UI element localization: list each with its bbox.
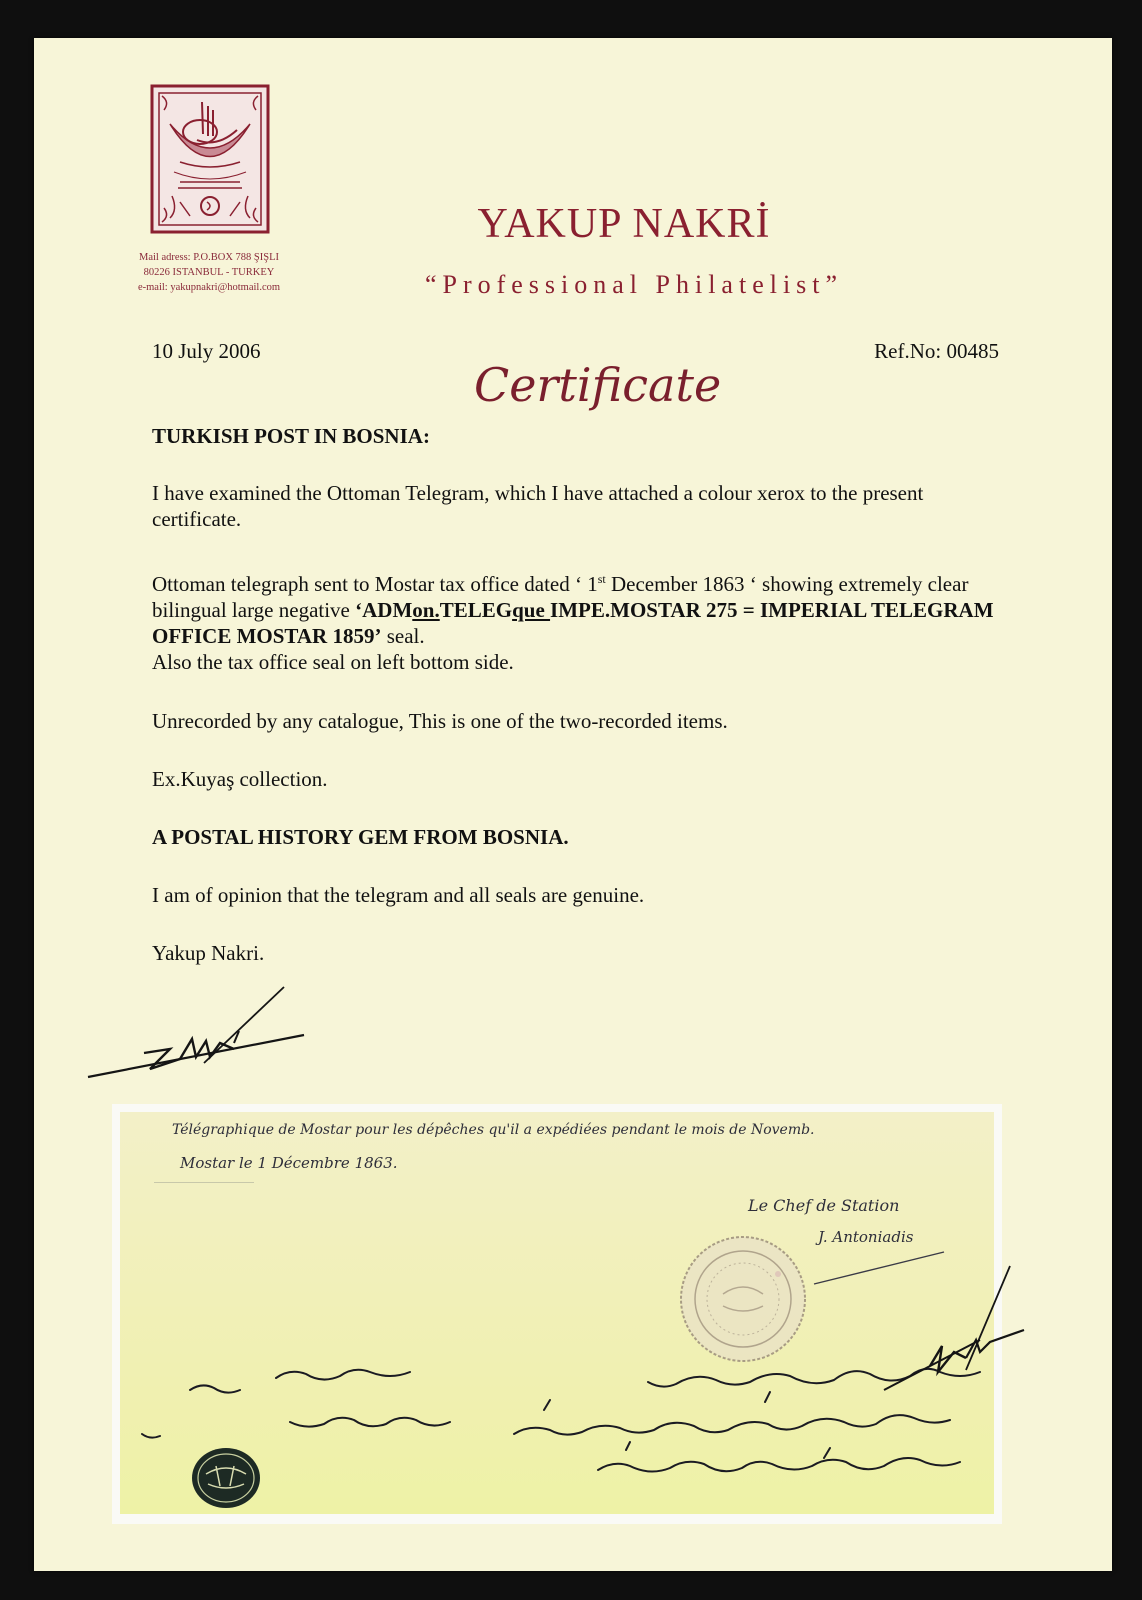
letterhead-name: YAKUP NAKRİ bbox=[477, 201, 771, 247]
desc-superscript: st bbox=[597, 572, 606, 586]
telegraph-office-seal bbox=[678, 1234, 808, 1364]
desc-text-c: seal. bbox=[381, 624, 425, 648]
signer-name: Yakup Nakri. bbox=[152, 941, 265, 965]
certificate-date: 10 July 2006 bbox=[152, 339, 261, 363]
desc-text-a: Ottoman telegraph sent to Mostar tax office dated ‘ 1 bbox=[152, 572, 598, 596]
paragraph-opinion: I am of opinion that the telegram and all seals are genuine. bbox=[152, 883, 645, 907]
paragraph-examination: I have examined the Ottoman Telegram, which I have attached a colour xerox to the present certificate. bbox=[152, 481, 924, 531]
subject-heading: TURKISH POST IN BOSNIA: bbox=[152, 424, 430, 448]
letterhead-tagline: “Professional Philatelist” bbox=[424, 270, 844, 299]
seal-text-1: ‘ADM bbox=[355, 598, 413, 622]
contact-line-3: e-mail: yakupnakri@hotmail.com bbox=[137, 282, 281, 293]
station-chief-signature: J. Antoniadis bbox=[818, 1228, 914, 1246]
tax-office-seal bbox=[186, 1444, 264, 1512]
seal-text-3: IMPE.MOSTAR 275 = IMPERIAL TELEGRAM OFFICE MOSTAR 1859’ bbox=[152, 598, 994, 648]
contact-line-1: Mail adress: P.O.BOX 788 ŞIŞLI bbox=[138, 252, 279, 263]
certificate-title: Certificate bbox=[474, 358, 722, 412]
seal-text-underlined-1: on. bbox=[412, 598, 440, 622]
telegram-line-1: Télégraphique de Mostar pour les dépêches qu'il a expédiées pendant le mois de Novemb. bbox=[172, 1122, 815, 1138]
paragraph-description bbox=[152, 566, 1012, 675]
desc-text-d: Also the tax office seal on left bottom side. bbox=[152, 650, 514, 674]
contact-address bbox=[104, 250, 314, 295]
paragraph-gem: A POSTAL HISTORY GEM FROM BOSNIA. bbox=[152, 825, 569, 849]
telegram-xerox bbox=[112, 1104, 1002, 1524]
desc-text-b: December 1863 ‘ showing extremely clear bilingual large negative bbox=[152, 572, 969, 622]
seal-text-2: TELEG bbox=[439, 598, 513, 622]
station-chief-label: Le Chef de Station bbox=[748, 1196, 900, 1215]
telegram-line-2: Mostar le 1 Décembre 1863. bbox=[180, 1154, 398, 1172]
telegram-paper bbox=[120, 1112, 994, 1514]
handwritten-signature bbox=[84, 973, 334, 1083]
paragraph-provenance: Ex.Kuyaş collection. bbox=[152, 767, 328, 791]
seal-text-underlined-2: que bbox=[512, 598, 551, 622]
reference-number: Ref.No: 00485 bbox=[874, 339, 999, 363]
paragraph-unrecorded: Unrecorded by any catalogue, This is one of the two-recorded items. bbox=[152, 709, 728, 733]
second-handwritten-signature bbox=[880, 1260, 1030, 1395]
faint-stamp-mark bbox=[154, 1174, 284, 1198]
contact-line-2: 80226 ISTANBUL - TURKEY bbox=[143, 267, 275, 278]
tughra-stamp-image bbox=[150, 84, 270, 234]
certificate-sheet bbox=[34, 38, 1112, 1571]
